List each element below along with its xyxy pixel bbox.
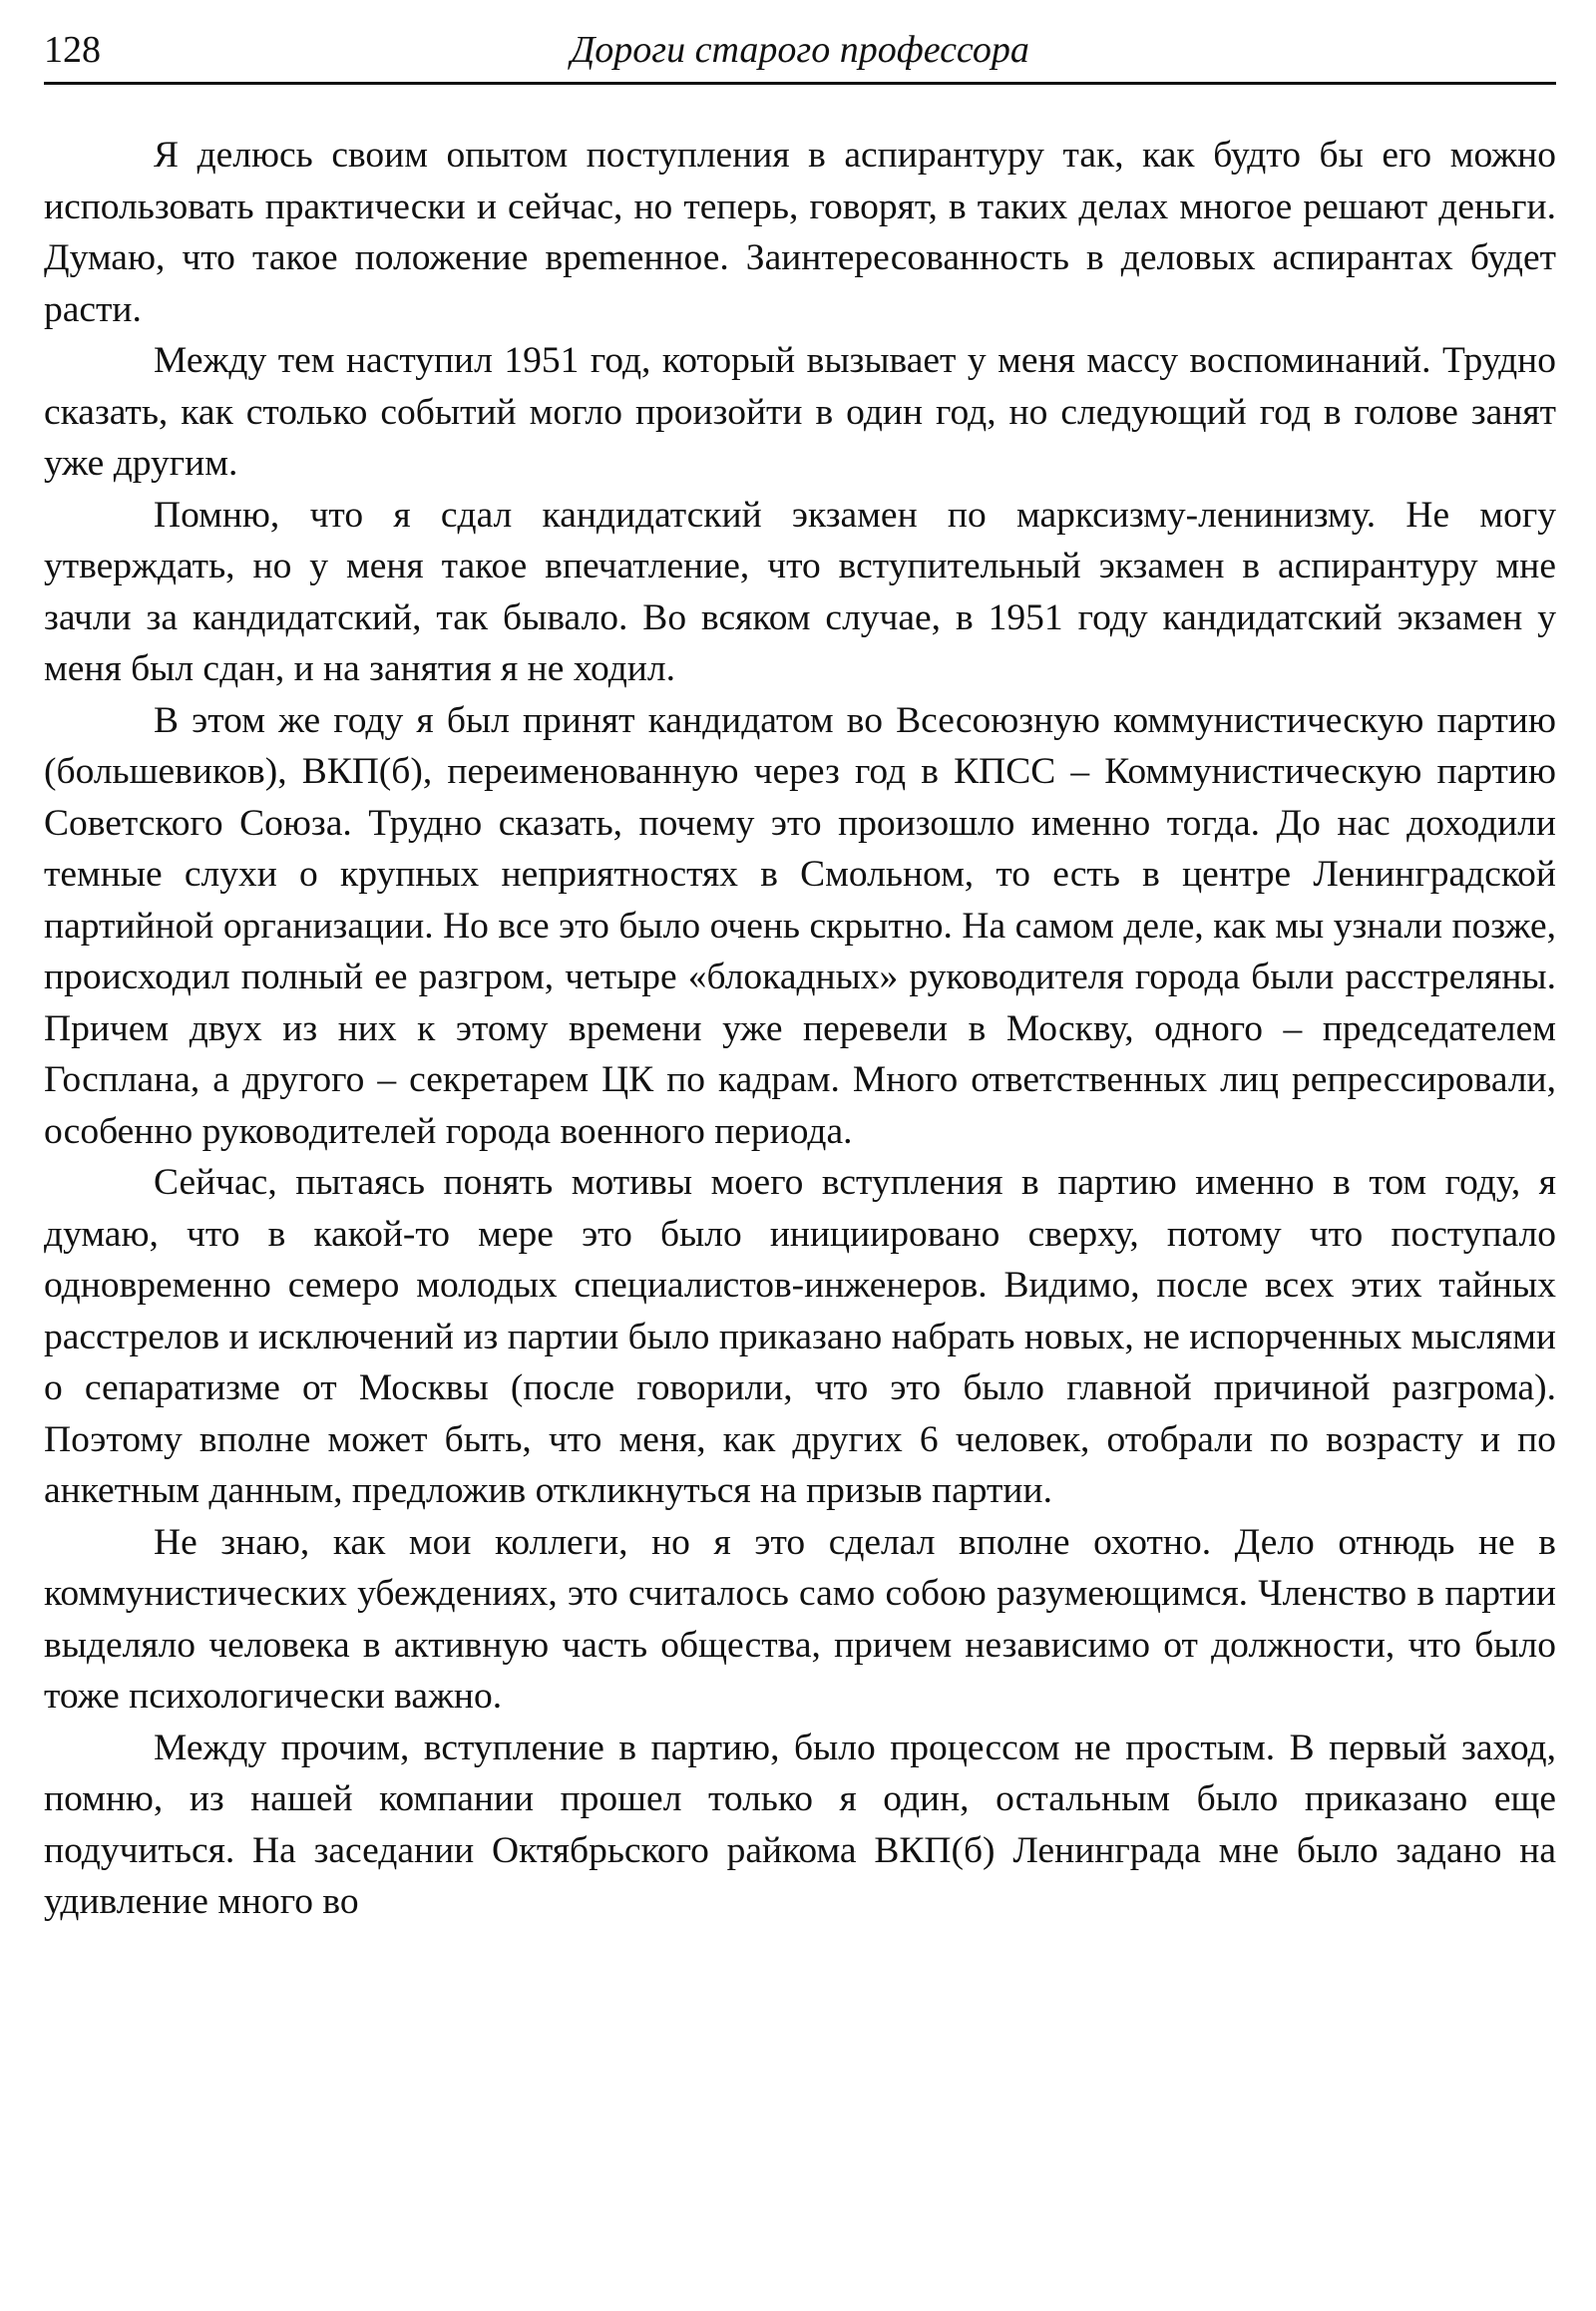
paragraph-7: Между прочим, вступление в партию, было процессом не простым. В первый заход, помню, из нашей компании прошел только я один, остальным было приказано еще подучиться. На заседании Октябрьского райкома ВКП(б) Ленинграда мне было задано на удивление много во: [44, 1727, 1556, 1922]
paragraph-5: Сейчас, пытаясь понять мотивы моего вступления в партию именно в том году, я думаю, что в какой-то мере это было инициировано сверху, потому что поступало одновременно семеро молодых специалистов-инженеров. Видимо, после всех этих тайных расстрелов и исключений из партии было приказано набрать новых, не испорченных мыслями о сепаратизме от Москвы (после говорили, что это было главной причиной разгрома). Поэтому вполне может быть, что меня, как других 6 человек, отобрали по возрасту и по анкетным данным, предложив откликнуться на призыв партии.: [44, 1162, 1556, 1511]
page-number: 128: [44, 29, 101, 71]
body-text: [44, 130, 1556, 1928]
header-rule: [44, 82, 1556, 85]
running-title: Дороги старого профессора: [571, 29, 1029, 71]
paragraph-4: В этом же году я был принят кандидатом во Всесоюзную коммунистическую партию (большевиков), ВКП(б), переименованную через год в КПСС – Коммунистическую партию Советского Союза. Трудно сказать, почему это произошло именно тогда. До нас доходили темные слухи о крупных неприятностях в Смольном, то есть в центре Ленинградской партийной организации. Но все это было очень скрытно. На самом деле, как мы узнали позже, происходил полный ее разгром, четыре «блокадных» руководителя города были расстреляны. Причем двух из них к этому времени уже перевели в Москву, одного – председателем Госплана, а другого – секретарем ЦК по кадрам. Много ответственных лиц репрессировали, особенно руководителей города военного периода.: [44, 699, 1556, 1152]
paragraph-6: Не знаю, как мои коллеги, но я это сделал вполне охотно. Дело отнюдь не в коммунистических убеждениях, это считалось само собою разумеющимся. Членство в партии выделяло человека в активную часть общества, причем независимо от должности, что было тоже психологически важно.: [44, 1521, 1556, 1717]
paragraph-3: Помню, что я сдал кандидатский экзамен по марксизму-ленинизму. Не могу утверждать, но у меня такое впечатление, что вступительный экзамен в аспирантуру мне зачли за кандидатский, так бывало. Во всяком случае, в 1951 году кандидатский экзамен у меня был сдан, и на занятия я не ходил.: [44, 494, 1556, 689]
paragraph-2: Между тем наступил 1951 год, который вызывает у меня массу воспоминаний. Трудно сказать, как столько событий могло произойти в один год, но следующий год в голове занят уже другим.: [44, 340, 1556, 484]
running-header: [44, 26, 1556, 86]
paragraph-1: Я делюсь своим опытом поступления в аспирантуру так, как будто бы его можно использовать практически и сейчас, но теперь, говорят, в таких делах многое решают деньги. Думаю, что такое положение вреmенное. Заинтересованность в деловых аспирантах будет расти.: [44, 135, 1556, 330]
